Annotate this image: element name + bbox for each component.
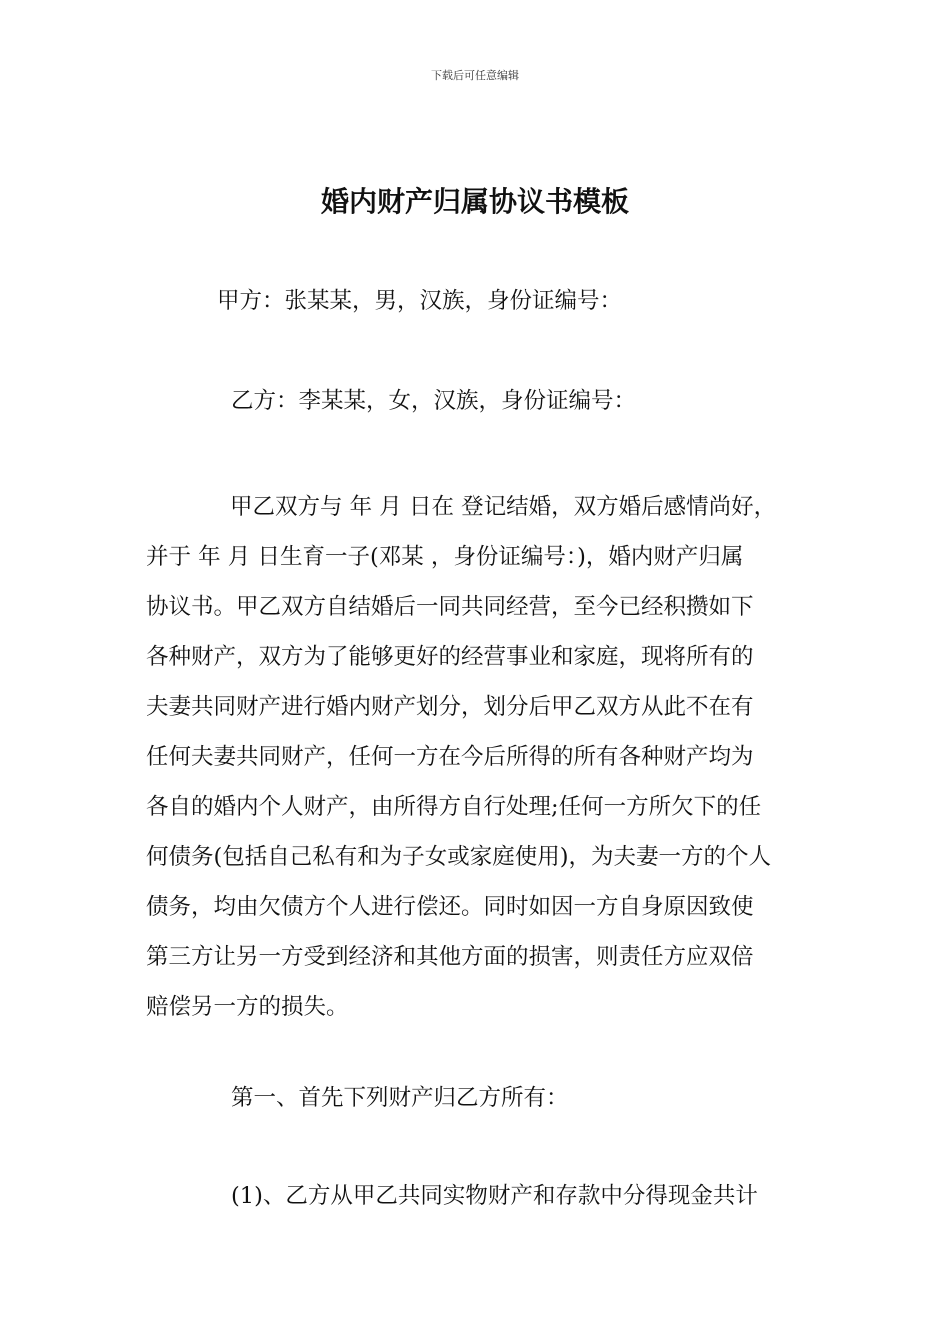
paragraph-line: 任何夫妻共同财产，任何一方在今后所得的所有各种财产均为 <box>146 744 754 770</box>
party-a-line: 甲方：张某某，男，汉族，身份证编号： <box>217 288 623 314</box>
paragraph-line: 夫妻共同财产进行婚内财产划分，划分后甲乙双方从此不在有 <box>146 694 754 720</box>
paragraph-line: 债务，均由欠债方个人进行偿还。同时如因一方自身原因致使 <box>146 894 754 920</box>
paragraph-line: 甲乙双方与 年 月 日在 登记结婚，双方婚后感情尚好， <box>230 494 777 520</box>
document-title: 婚内财产归属协议书模板 <box>320 185 629 218</box>
header-note: 下载后可任意编辑 <box>431 69 519 82</box>
paragraph-line: 赔偿另一方的损失。 <box>146 994 349 1020</box>
paragraph-line: 并于 年 月 日生育一子(邓某 ，身份证编号：)，婚内财产归属 <box>146 544 744 570</box>
agreement-paragraph <box>146 482 816 1032</box>
party-b-line: 乙方：李某某，女，汉族，身份证编号： <box>231 388 637 414</box>
paragraph-line: 各种财产，双方为了能够更好的经营事业和家庭，现将所有的 <box>146 644 754 670</box>
paragraph-line: 各自的婚内个人财产，由所得方自行处理;任何一方所欠下的任 <box>146 794 762 820</box>
paragraph-line: 第三方让另一方受到经济和其他方面的损害，则责任方应双倍 <box>146 944 754 970</box>
section-1-heading: 第一、首先下列财产归乙方所有： <box>231 1085 569 1111</box>
section-1-item-1: (1)、乙方从甲乙共同实物财产和存款中分得现金共计 <box>231 1183 758 1209</box>
paragraph-line: 何债务(包括自己私有和为子女或家庭使用)，为夫妻一方的个人 <box>146 844 772 870</box>
paragraph-line: 协议书。甲乙双方自结婚后一同共同经营，至今已经积攒如下 <box>146 594 754 620</box>
